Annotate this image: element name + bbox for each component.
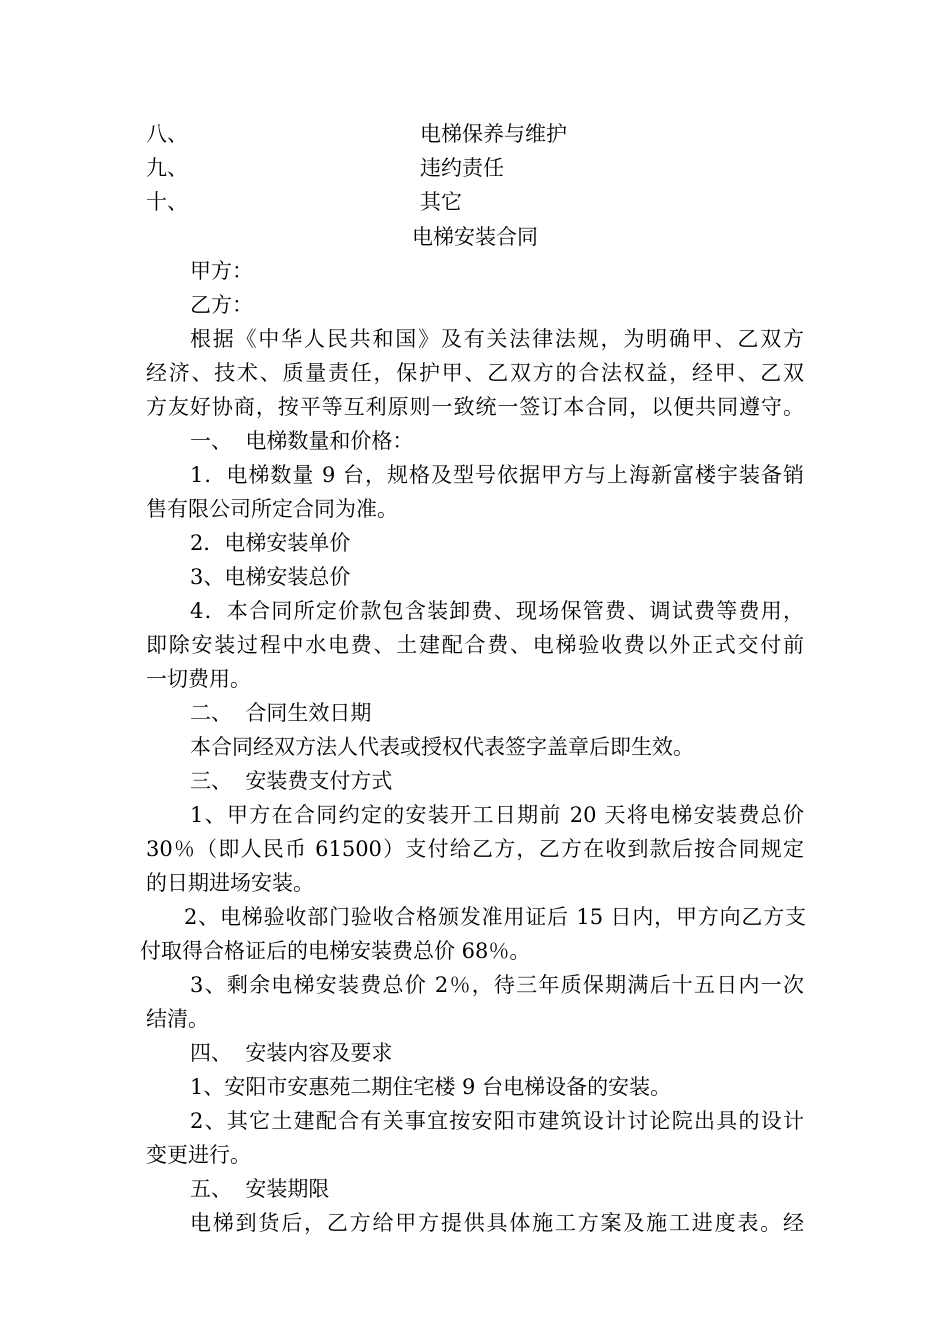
paragraph-line: 的日期进场安装。 (146, 871, 314, 895)
paragraph-line: 变更进行。 (146, 1143, 251, 1167)
paragraph-line: 根据《中华人民共和国》及有关法律法规，为明确甲、乙双方 (190, 327, 804, 351)
paragraph-line: 1、安阳市安惠苑二期住宅楼 9 台电梯设备的安装。 (190, 1075, 672, 1099)
paragraph-line: 电梯到货后，乙方给甲方提供具体施工方案及施工进度表。经 (190, 1211, 804, 1235)
toc-number: 九、 (146, 156, 188, 180)
paragraph-line: 经济、技术、质量责任，保护甲、乙双方的合法权益，经甲、乙双 (146, 361, 804, 385)
paragraph-line: 即除安装过程中水电费、土建配合费、电梯验收费以外正式交付前 (146, 633, 804, 657)
paragraph-line: 售有限公司所定合同为准。 (146, 497, 398, 521)
section-heading: 三、 安装费支付方式 (190, 769, 393, 793)
toc-number: 八、 (146, 122, 188, 146)
toc-title: 其它 (420, 190, 462, 214)
paragraph-line: 2、其它土建配合有关事宜按安阳市建筑设计讨论院出具的设计 (190, 1109, 804, 1133)
paragraph-line: 2、电梯验收部门验收合格颁发准用证后 15 日内，甲方向乙方支 (184, 905, 806, 929)
section-heading: 四、 安装内容及要求 (190, 1041, 393, 1065)
paragraph-line: 4．本合同所定价款包含装卸费、现场保管费、调试费等费用， (190, 599, 804, 623)
paragraph-line: 付取得合格证后的电梯安装费总价 68％。 (140, 939, 531, 963)
paragraph-line: 2．电梯安装单价 (190, 531, 351, 555)
party-b-label: 乙方： (190, 293, 253, 317)
paragraph-line: 方友好协商，按平等互利原则一致统一签订本合同，以便共同遵守。 (146, 395, 804, 419)
paragraph-line: 本合同经双方法人代表或授权代表签字盖章后即生效。 (190, 735, 694, 759)
toc-number: 十、 (146, 190, 188, 214)
paragraph-line: 一切费用。 (146, 667, 251, 691)
paragraph-line: 1．电梯数量 9 台，规格及型号依据甲方与上海新富楼宇装备销 (190, 463, 804, 487)
paragraph-line: 3、电梯安装总价 (190, 565, 351, 589)
toc-title: 电梯保养与维护 (420, 122, 567, 146)
contract-title: 电梯安装合同 (412, 225, 538, 249)
party-a-label: 甲方： (190, 259, 253, 283)
paragraph-line: 结清。 (146, 1007, 209, 1031)
paragraph-line: 1、甲方在合同约定的安装开工日期前 20 天将电梯安装费总价 (190, 803, 804, 827)
section-heading: 五、 安装期限 (190, 1177, 330, 1201)
paragraph-line: 30％（即人民币 61500）支付给乙方，乙方在收到款后按合同规定 (146, 837, 804, 861)
section-heading: 一、 电梯数量和价格： (190, 429, 414, 453)
toc-title: 违约责任 (420, 156, 504, 180)
paragraph-line: 3、剩余电梯安装费总价 2％，待三年质保期满后十五日内一次 (190, 973, 804, 997)
section-heading: 二、 合同生效日期 (190, 701, 372, 725)
